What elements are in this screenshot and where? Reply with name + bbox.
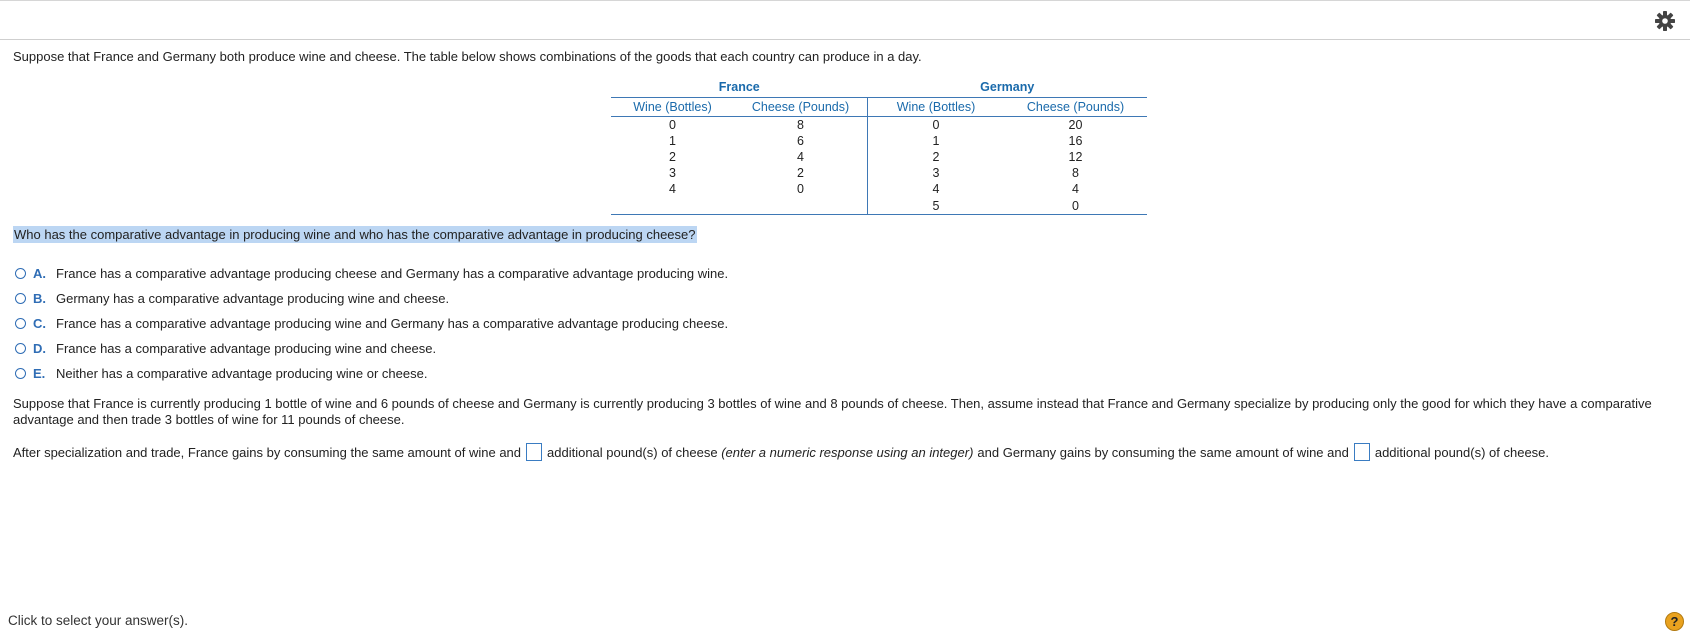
germany-header: Germany: [868, 77, 1148, 98]
answer-text-2: additional pound(s) of cheese: [547, 444, 718, 460]
table-row: [611, 133, 1147, 149]
option-e[interactable]: [15, 361, 728, 386]
table-cell: [734, 197, 868, 215]
radio-button[interactable]: [15, 268, 26, 279]
radio-button[interactable]: [15, 368, 26, 379]
top-border: [0, 0, 1690, 1]
table-cell: 1: [669, 134, 676, 148]
option-letter: C.: [33, 316, 46, 331]
table-row: [611, 181, 1147, 197]
option-text: France has a comparative advantage producing cheese and Germany has a comparative advantage producing wine.: [56, 266, 729, 281]
table-cell: 0: [868, 117, 1005, 134]
table-cell: 4: [669, 182, 676, 196]
table-row: [611, 117, 1147, 134]
table-cell: 4: [868, 181, 1005, 197]
table-row: [611, 149, 1147, 165]
gear-icon[interactable]: [1653, 9, 1677, 33]
option-letter: D.: [33, 341, 46, 356]
footer-instruction: Click to select your answer(s).: [8, 613, 189, 628]
header-divider: [0, 39, 1690, 40]
answer-text-4: additional pound(s) of cheese.: [1374, 444, 1550, 460]
answer-hint: (enter a numeric response using an integer): [721, 444, 974, 460]
table-cell: 8: [797, 118, 804, 132]
answer-text-3: and Germany gains by consuming the same amount of wine and: [977, 444, 1349, 460]
radio-button[interactable]: [15, 293, 26, 304]
table-cell: [611, 197, 734, 215]
option-a[interactable]: [15, 261, 728, 286]
option-letter: A.: [33, 266, 46, 281]
table-cell: 3: [868, 165, 1005, 181]
answer-text-1: After specialization and trade, France gains by consuming the same amount of wine and: [13, 444, 522, 460]
france-answer-input[interactable]: [526, 443, 542, 461]
table-cell: 5: [868, 197, 1005, 215]
option-text: France has a comparative advantage producing wine and Germany has a comparative advantage producing cheese.: [56, 316, 729, 331]
radio-button[interactable]: [15, 318, 26, 329]
production-table: [611, 77, 1147, 215]
table-cell: 1: [868, 133, 1005, 149]
table-cell: 4: [797, 150, 804, 164]
table-cell: 3: [669, 166, 676, 180]
table-row: [611, 197, 1147, 215]
table-cell: 16: [1068, 134, 1083, 148]
col-france-wine: Wine (Bottles): [611, 98, 734, 117]
option-text: France has a comparative advantage producing wine and cheese.: [56, 341, 437, 356]
table-cell: 0: [669, 118, 676, 132]
answer-options: [15, 261, 728, 386]
table-cell: 8: [1072, 166, 1079, 180]
option-d[interactable]: [15, 336, 728, 361]
table-cell: 2: [669, 150, 676, 164]
option-text: Neither has a comparative advantage producing wine or cheese.: [56, 366, 428, 381]
question-text: Who has the comparative advantage in producing wine and who has the comparative advantage in producing cheese?: [14, 227, 696, 242]
table-cell: 20: [1068, 118, 1083, 132]
table-row: [611, 165, 1147, 181]
table-cell: 0: [1004, 197, 1147, 215]
table-cell: 0: [797, 182, 804, 196]
col-germany-wine: Wine (Bottles): [868, 98, 1005, 117]
table-cell: 2: [797, 166, 804, 180]
option-b[interactable]: [15, 286, 728, 311]
table-cell: 2: [868, 149, 1005, 165]
option-c[interactable]: [15, 311, 728, 336]
option-letter: B.: [33, 291, 46, 306]
table-cell: 12: [1068, 150, 1083, 164]
answer-line: [13, 441, 1549, 463]
col-germany-cheese: Cheese (Pounds): [1004, 98, 1147, 117]
scenario-paragraph: Suppose that France is currently producing 1 bottle of wine and 6 pounds of cheese and Germany is currently producing 3 bottles of wine and 8 pounds of cheese. Then, assume instead that France and Germany specialize by producing only the good for which they have a comparative advantage and then trade 3 bottles of wine for 11 pounds of cheese.: [13, 396, 1652, 427]
table-cell: 4: [1072, 182, 1079, 196]
france-header: France: [611, 77, 868, 98]
help-icon[interactable]: ?: [1665, 612, 1684, 631]
option-letter: E.: [33, 366, 46, 381]
germany-answer-input[interactable]: [1354, 443, 1370, 461]
intro-text: Suppose that France and Germany both produce wine and cheese. The table below shows combinations of the goods that each country can produce in a day.: [13, 49, 922, 64]
option-text: Germany has a comparative advantage producing wine and cheese.: [56, 291, 450, 306]
col-france-cheese: Cheese (Pounds): [734, 98, 868, 117]
table-cell: 6: [797, 134, 804, 148]
radio-button[interactable]: [15, 343, 26, 354]
